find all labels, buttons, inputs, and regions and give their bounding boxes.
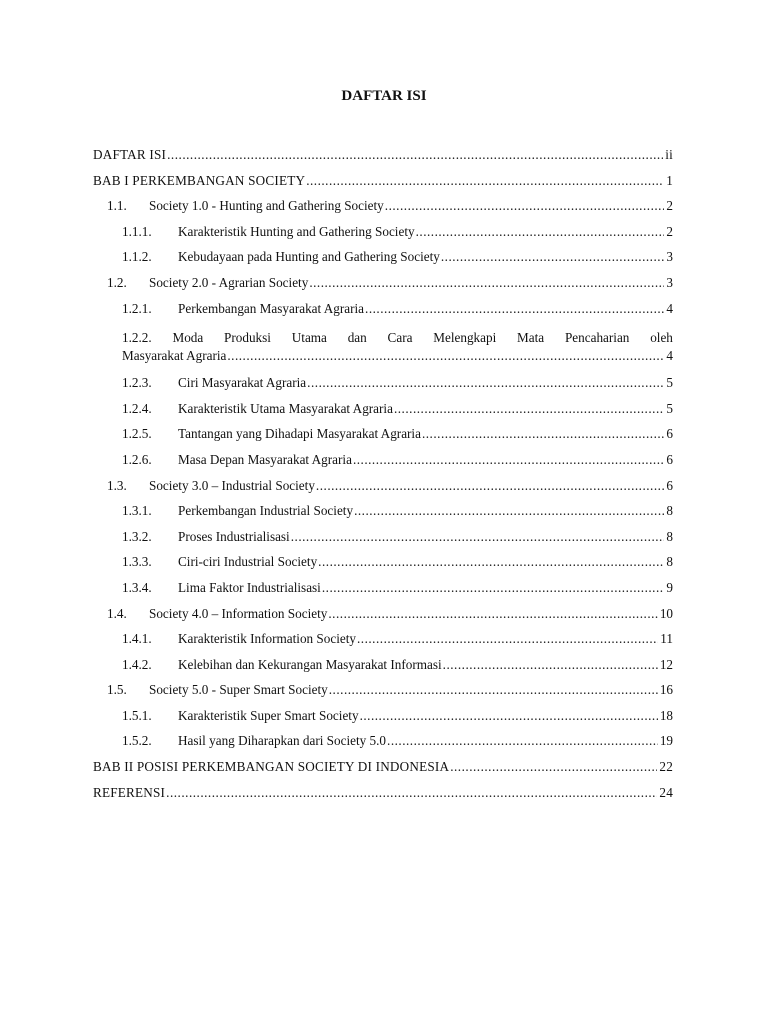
toc-entry[interactable] (93, 553, 673, 579)
toc-entry-text: REFERENSI (93, 784, 166, 800)
toc-page-number: 1 (666, 172, 673, 188)
leader-dots (318, 553, 664, 571)
toc-word: Moda (172, 330, 204, 346)
leader-dots (306, 172, 664, 190)
toc-entry-number: 1.1.2. (122, 249, 152, 265)
toc-entry[interactable] (93, 425, 673, 451)
toc-page-number: 10 (659, 605, 673, 621)
toc-word: dan (347, 330, 367, 346)
toc-entry-number: 1.1.1. (122, 223, 152, 239)
toc-entry-number: 1.4.1. (122, 631, 152, 647)
toc-entry-text: Karakteristik Utama Masyarakat Agraria (178, 400, 393, 416)
leader-dots (357, 630, 658, 648)
toc-entry[interactable] (93, 477, 673, 503)
leader-dots (394, 400, 664, 418)
leader-dots (443, 656, 658, 674)
toc-entry-number: 1.2.2. (122, 330, 152, 346)
toc-entry-text: Society 5.0 - Super Smart Society (149, 682, 328, 698)
toc-page-number: 8 (666, 503, 673, 519)
toc-entry-text: Society 1.0 - Hunting and Gathering Society (149, 198, 384, 214)
toc-page-number: 18 (659, 707, 673, 723)
toc-page-number: 4 (666, 300, 673, 316)
toc-entry-number: 1.3. (107, 477, 127, 493)
toc-page-number: 16 (659, 682, 673, 698)
leader-dots (450, 758, 657, 776)
toc-entry-text: Kelebihan dan Kekurangan Masyarakat Informasi (178, 656, 442, 672)
toc-entry-text: Masyarakat Agraria (122, 348, 227, 364)
toc-page-number: 5 (666, 375, 673, 391)
toc-page-number: 5 (666, 400, 673, 416)
leader-dots (360, 707, 658, 725)
toc-entry-text: Perkembangan Industrial Society (178, 503, 354, 519)
leader-dots (385, 197, 665, 215)
toc-entry-number: 1.5.2. (122, 733, 152, 749)
toc-entry[interactable] (93, 223, 673, 249)
toc-entry[interactable] (93, 605, 673, 631)
leader-dots (309, 274, 664, 292)
toc-entry-text: Karakteristik Hunting and Gathering Society (178, 223, 415, 239)
toc-page-number: 8 (666, 528, 673, 544)
leader-dots (416, 223, 665, 241)
toc-entry[interactable] (93, 707, 673, 733)
toc-entry[interactable] (93, 300, 673, 326)
toc-entry[interactable] (93, 172, 673, 198)
toc-entry-text: Hasil yang Diharapkan dari Society 5.0 (178, 733, 387, 749)
toc-page-number: 24 (659, 784, 673, 800)
toc-page-number: 22 (659, 759, 673, 775)
toc-entry-number: 1.3.4. (122, 579, 152, 595)
toc-page-number: 6 (666, 451, 673, 467)
toc-page-number: 3 (666, 249, 673, 265)
toc-entry-number: 1.4. (107, 605, 127, 621)
toc-entry[interactable] (93, 374, 673, 400)
toc-entry-number: 1.3.2. (122, 528, 152, 544)
toc-entry-number: 1.2.1. (122, 300, 152, 316)
table-of-contents (93, 146, 673, 809)
leader-dots (166, 784, 657, 802)
toc-entry-text: Lima Faktor Industrialisasi (178, 579, 321, 595)
toc-page-number: 6 (666, 426, 673, 442)
toc-entry-number: 1.5.1. (122, 707, 152, 723)
toc-entry-number: 1.3.1. (122, 503, 152, 519)
toc-word: oleh (650, 330, 673, 346)
toc-entry-text: Karakteristik Information Society (178, 631, 356, 647)
toc-entry[interactable] (93, 758, 673, 784)
toc-entry-text: Society 2.0 - Agrarian Society (149, 274, 309, 290)
toc-entry-text: Ciri-ciri Industrial Society (178, 554, 318, 570)
leader-dots (167, 146, 663, 164)
toc-page-number: 3 (666, 274, 673, 290)
toc-word: Melengkapi (433, 330, 497, 346)
toc-page-number: ii (665, 147, 673, 162)
toc-entry[interactable] (93, 528, 673, 554)
toc-entry-second-line (122, 347, 673, 374)
toc-entry[interactable] (93, 400, 673, 426)
toc-entry-text: Society 3.0 – Industrial Society (149, 477, 315, 493)
leader-dots (227, 347, 664, 365)
toc-entry-text: BAB I PERKEMBANGAN SOCIETY (93, 172, 306, 188)
toc-entry[interactable] (93, 146, 673, 172)
toc-entry-text: Kebudayaan pada Hunting and Gathering Society (178, 249, 440, 265)
toc-page-number: 12 (659, 656, 673, 672)
toc-entry-number: 1.2. (107, 274, 127, 290)
toc-entry[interactable] (93, 325, 673, 374)
toc-entry-number: 1.1. (107, 198, 127, 214)
leader-dots (422, 425, 664, 443)
toc-entry-text: Perkembangan Masyarakat Agraria (178, 300, 365, 316)
toc-word: Pencaharian (564, 330, 630, 346)
toc-entry-number: 1.2.3. (122, 375, 152, 391)
page-title: DAFTAR ISI (341, 88, 427, 104)
toc-page-number: 19 (659, 733, 673, 749)
leader-dots (441, 248, 665, 266)
leader-dots (307, 374, 664, 392)
toc-entry-number: 1.3.3. (122, 554, 152, 570)
leader-dots (354, 502, 664, 520)
toc-entry[interactable] (93, 656, 673, 682)
toc-page-number: 2 (666, 223, 673, 239)
leader-dots (353, 451, 664, 469)
toc-entry[interactable] (93, 274, 673, 300)
toc-entry-text: Society 4.0 – Information Society (149, 605, 328, 621)
toc-entry-number: 1.4.2. (122, 656, 152, 672)
toc-word: Produksi (224, 330, 271, 346)
toc-page-number: 9 (666, 579, 673, 595)
toc-entry-text: Karakteristik Super Smart Society (178, 707, 359, 723)
toc-entry-number: 1.2.6. (122, 451, 152, 467)
leader-dots (387, 732, 658, 750)
toc-entry-text: BAB II POSISI PERKEMBANGAN SOCIETY DI INDONESIA (93, 759, 450, 775)
toc-entry-text: DAFTAR ISI (93, 147, 167, 162)
toc-entry-number: 1.5. (107, 682, 127, 698)
toc-entry[interactable] (93, 197, 673, 223)
toc-entry[interactable] (93, 732, 673, 758)
leader-dots (328, 605, 657, 623)
leader-dots (329, 681, 658, 699)
toc-entry-number: 1.2.5. (122, 426, 152, 442)
toc-entry[interactable] (93, 451, 673, 477)
toc-entry-text: Proses Industrialisasi (178, 528, 290, 544)
leader-dots (322, 579, 665, 597)
toc-word: Mata (517, 330, 545, 346)
toc-entry[interactable] (93, 784, 673, 810)
toc-page-number: 6 (666, 477, 673, 493)
toc-word: Cara (387, 330, 413, 346)
toc-page-number: 8 (666, 554, 673, 570)
toc-entry-number: 1.2.4. (122, 400, 152, 416)
toc-entry-text: Tantangan yang Dihadapi Masyarakat Agraria (178, 426, 421, 442)
toc-entry[interactable] (93, 681, 673, 707)
toc-entry[interactable] (93, 502, 673, 528)
toc-entry[interactable] (93, 248, 673, 274)
toc-word: Utama (291, 330, 327, 346)
toc-entry-first-line (122, 329, 673, 347)
toc-page-number: 11 (660, 631, 673, 647)
leader-dots (291, 528, 665, 546)
leader-dots (316, 477, 664, 495)
toc-entry[interactable] (93, 630, 673, 656)
toc-page-number: 4 (666, 348, 673, 364)
toc-page-number: 2 (666, 198, 673, 214)
toc-entry-text: Masa Depan Masyarakat Agraria (178, 451, 352, 467)
toc-entry[interactable] (93, 579, 673, 605)
leader-dots (365, 300, 664, 318)
toc-entry-text: Ciri Masyarakat Agraria (178, 375, 307, 391)
